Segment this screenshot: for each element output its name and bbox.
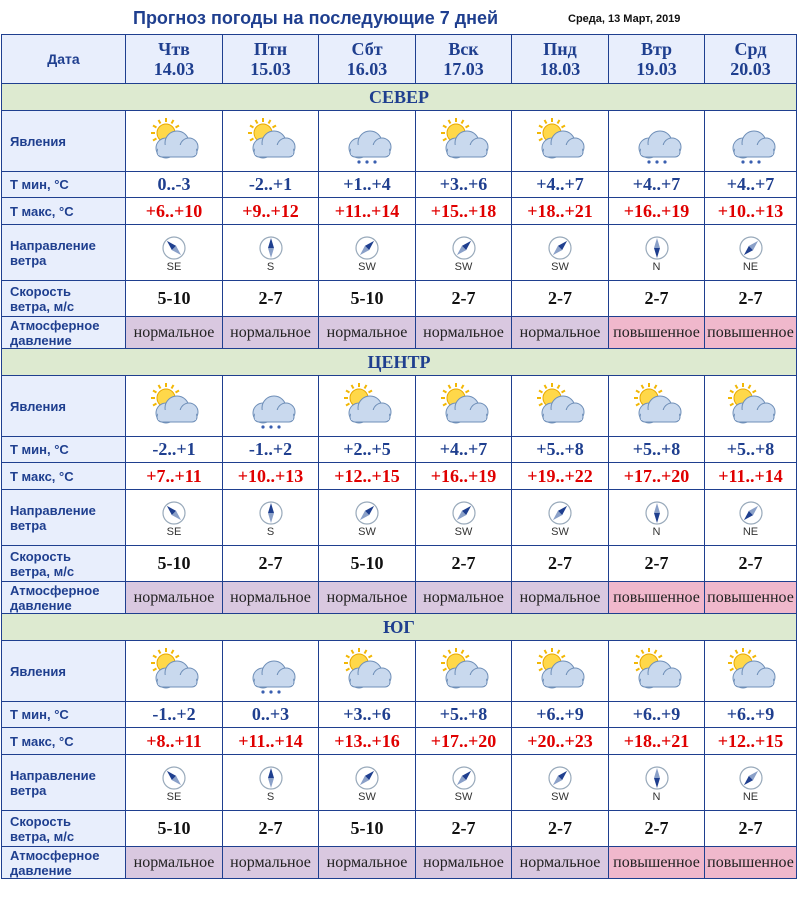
row-label (2, 317, 126, 349)
pressure-cell: нормальное (126, 317, 223, 349)
cloud-icon (639, 131, 681, 158)
wind-compass-icon (547, 765, 573, 791)
pressure-cell: нормальное (223, 317, 319, 349)
partly-cloudy-icon (721, 381, 781, 431)
phenomena-row (2, 376, 797, 437)
wind-direction-cell (319, 225, 416, 281)
tmin-cell: +5..+8 (512, 437, 609, 463)
pressure-cell: нормальное (512, 847, 609, 879)
wind-direction-label: SW (551, 260, 569, 273)
region-name: СЕВЕР (2, 84, 797, 111)
partly-cloudy-icon (530, 381, 590, 431)
pressure-row (2, 317, 797, 349)
wind-direction-cell (223, 225, 319, 281)
wind-direction-label: N (652, 790, 661, 803)
phenomena-cell (319, 641, 416, 702)
wind-direction-label: S (266, 260, 275, 273)
tmax-cell: +17..+20 (416, 728, 512, 755)
partly-cloudy-icon (434, 381, 494, 431)
wind-direction-cell (609, 490, 705, 546)
row-label: Явления (2, 376, 126, 437)
partly-cloudy-icon (530, 646, 590, 696)
partly-cloudy-icon (144, 116, 204, 166)
partly-cloudy-icon (434, 646, 494, 696)
cloud-icon (733, 131, 775, 158)
cloudy-snow-icon (337, 116, 397, 166)
snowflakes-icon (741, 160, 760, 163)
row-label-line: Скорость (10, 283, 71, 299)
wind-direction-cell (512, 755, 609, 811)
wind-compass-icon (451, 235, 477, 261)
tmin-cell: -2..+1 (126, 437, 223, 463)
phenomena-cell (609, 641, 705, 702)
pressure-cell: нормальное (126, 847, 223, 879)
wind-speed-row (2, 281, 797, 317)
phenomena-cell (319, 376, 416, 437)
wind-compass-icon (547, 500, 573, 526)
tmin-cell: -2..+1 (223, 172, 319, 198)
wind-compass-icon (354, 500, 380, 526)
row-label-line: Атмосферное (10, 847, 100, 863)
page-title: Прогноз погоды на последующие 7 дней (133, 8, 499, 28)
snowflakes-icon (647, 160, 666, 163)
wind-direction-label: S (266, 790, 275, 803)
tmin-row (2, 702, 797, 728)
partly-cloudy-icon (627, 381, 687, 431)
row-label-line: ветра, м/с (10, 298, 75, 314)
wind-speed-cell: 5-10 (319, 546, 416, 582)
tmin-cell: +5..+8 (609, 437, 705, 463)
tmin-cell: +6..+9 (512, 702, 609, 728)
tmin-cell: +2..+5 (319, 437, 416, 463)
tmin-cell: +4..+7 (609, 172, 705, 198)
wind-direction-cell (705, 755, 797, 811)
tmax-cell: +9..+12 (223, 198, 319, 225)
region-name: ЮГ (2, 614, 797, 641)
wind-direction-label: SW (454, 790, 473, 803)
pressure-cell: нормальное (319, 582, 416, 614)
row-label-line: ветра, м/с (10, 563, 75, 579)
tmax-cell: +8..+11 (126, 728, 223, 755)
cloudy-snow-icon (241, 646, 301, 696)
tmax-cell: +6..+10 (126, 198, 223, 225)
wind-speed-cell: 5-10 (126, 281, 223, 317)
region-header-row (2, 614, 797, 641)
wind-speed-cell: 2-7 (609, 281, 705, 317)
wind-direction-cell (416, 225, 512, 281)
wind-direction-label: SW (551, 525, 569, 538)
wind-direction-label: SW (358, 525, 376, 538)
tmin-cell: +1..+4 (319, 172, 416, 198)
wind-compass-icon (644, 500, 670, 526)
wind-compass-icon (161, 765, 187, 791)
forecast-table (1, 34, 797, 879)
wind-direction-cell (416, 755, 512, 811)
wind-direction-label: SE (166, 260, 182, 273)
region-header-row (2, 349, 797, 376)
day-header (319, 35, 416, 84)
row-label-line: ветра (10, 517, 47, 533)
wind-direction-cell (705, 225, 797, 281)
day-header-row (2, 35, 797, 84)
cloudy-snow-icon (721, 116, 781, 166)
date-column-label: Дата (2, 35, 126, 84)
wind-compass-icon (161, 235, 187, 261)
phenomena-cell (705, 641, 797, 702)
wind-speed-cell: 2-7 (416, 811, 512, 847)
day-header (512, 35, 609, 84)
wind-compass-icon (258, 500, 284, 526)
partly-cloudy-icon (721, 646, 781, 696)
tmin-cell: +6..+9 (705, 702, 797, 728)
wind-direction-label: NE (742, 260, 759, 273)
phenomena-cell (416, 376, 512, 437)
partly-cloudy-icon (337, 381, 397, 431)
wind-speed-cell: 2-7 (705, 811, 797, 847)
wind-compass-icon (354, 235, 380, 261)
tmax-cell: +11..+14 (705, 463, 797, 490)
pressure-cell: нормальное (223, 582, 319, 614)
phenomena-cell (319, 111, 416, 172)
tmax-cell: +18..+21 (609, 728, 705, 755)
wind-direction-label: S (266, 525, 275, 538)
wind-direction-label: SW (551, 790, 569, 803)
current-date: Среда, 13 Март, 2019 (568, 13, 681, 25)
row-label-line: ветра (10, 252, 47, 268)
phenomena-cell (512, 376, 609, 437)
cloudy-snow-icon (241, 381, 301, 431)
tmin-cell: +5..+8 (416, 702, 512, 728)
phenomena-cell (223, 376, 319, 437)
snowflakes-icon (261, 690, 280, 693)
row-label-line: давление (10, 332, 72, 348)
tmax-row (2, 198, 797, 225)
row-label (2, 490, 126, 546)
row-label: Явления (2, 111, 126, 172)
row-label-line: ветра, м/с (10, 828, 75, 844)
pressure-cell: повышенное (705, 582, 797, 614)
wind-speed-cell: 2-7 (705, 546, 797, 582)
phenomena-row (2, 641, 797, 702)
row-label: Т мин, °С (2, 437, 126, 463)
phenomena-cell (126, 376, 223, 437)
wind-speed-row (2, 546, 797, 582)
wind-direction-row (2, 225, 797, 281)
day-name: Втр (640, 39, 673, 59)
phenomena-cell (512, 641, 609, 702)
tmax-cell: +11..+14 (223, 728, 319, 755)
wind-direction-label: SW (358, 790, 376, 803)
wind-direction-label: NE (742, 790, 759, 803)
wind-speed-cell: 2-7 (223, 811, 319, 847)
tmax-cell: +7..+11 (126, 463, 223, 490)
row-label-line: Скорость (10, 548, 71, 564)
phenomena-cell (705, 376, 797, 437)
partly-cloudy-icon (627, 646, 687, 696)
row-label: Т макс, °С (2, 728, 126, 755)
tmin-cell: -1..+2 (223, 437, 319, 463)
day-date: 16.03 (346, 59, 388, 79)
tmin-cell: +4..+7 (416, 437, 512, 463)
wind-direction-cell (319, 490, 416, 546)
day-name: Срд (734, 39, 767, 59)
row-label: Т макс, °С (2, 198, 126, 225)
wind-direction-cell (319, 755, 416, 811)
row-label-line: Атмосферное (10, 317, 100, 333)
row-label (2, 847, 126, 879)
wind-direction-label: SE (166, 525, 182, 538)
wind-direction-label: SW (454, 260, 473, 273)
pressure-cell: повышенное (609, 317, 705, 349)
wind-compass-icon (738, 235, 764, 261)
wind-compass-icon (738, 500, 764, 526)
pressure-cell: нормальное (319, 847, 416, 879)
phenomena-cell (416, 641, 512, 702)
region-name: ЦЕНТР (2, 349, 797, 376)
wind-direction-row (2, 755, 797, 811)
wind-compass-icon (738, 765, 764, 791)
snowflakes-icon (357, 160, 376, 163)
wind-speed-cell: 2-7 (223, 546, 319, 582)
wind-direction-label: NE (742, 525, 759, 538)
wind-direction-cell (416, 490, 512, 546)
tmin-cell: +3..+6 (319, 702, 416, 728)
row-label-line: давление (10, 597, 72, 613)
row-label (2, 546, 126, 582)
wind-direction-cell (512, 225, 609, 281)
pressure-cell: нормальное (126, 582, 223, 614)
wind-speed-cell: 2-7 (609, 546, 705, 582)
wind-compass-icon (644, 765, 670, 791)
day-header (416, 35, 512, 84)
day-header (223, 35, 319, 84)
day-date: 19.03 (636, 59, 677, 79)
row-label-line: Направление (10, 502, 96, 518)
phenomena-cell (126, 111, 223, 172)
cloud-icon (253, 396, 295, 423)
tmax-cell: +16..+19 (416, 463, 512, 490)
partly-cloudy-icon (144, 381, 204, 431)
partly-cloudy-icon (144, 646, 204, 696)
day-date: 14.03 (153, 59, 195, 79)
tmin-cell: +4..+7 (512, 172, 609, 198)
day-name: Пнд (543, 39, 577, 59)
phenomena-cell (609, 376, 705, 437)
day-date: 20.03 (730, 59, 771, 79)
wind-direction-cell (223, 755, 319, 811)
tmax-cell: +20..+23 (512, 728, 609, 755)
day-name: Чтв (158, 39, 190, 59)
tmin-row (2, 437, 797, 463)
row-label: Т мин, °С (2, 172, 126, 198)
tmin-cell: +6..+9 (609, 702, 705, 728)
row-label (2, 225, 126, 281)
row-label-line: Скорость (10, 813, 71, 829)
row-label-line: ветра (10, 782, 47, 798)
day-date: 15.03 (250, 59, 291, 79)
day-date: 18.03 (539, 59, 581, 79)
wind-compass-icon (354, 765, 380, 791)
wind-direction-row (2, 490, 797, 546)
wind-direction-label: N (652, 260, 661, 273)
cloud-icon (253, 661, 295, 688)
wind-compass-icon (451, 500, 477, 526)
tmin-cell: +4..+7 (705, 172, 797, 198)
wind-speed-cell: 5-10 (126, 546, 223, 582)
wind-direction-cell (126, 225, 223, 281)
row-label-line: Направление (10, 237, 96, 253)
wind-direction-cell (126, 755, 223, 811)
cloud-icon (349, 131, 391, 158)
row-label-line: давление (10, 862, 72, 878)
pressure-row (2, 847, 797, 879)
phenomena-cell (705, 111, 797, 172)
tmax-cell: +13..+16 (319, 728, 416, 755)
row-label-line: Атмосферное (10, 582, 100, 598)
wind-compass-icon (547, 235, 573, 261)
wind-compass-icon (161, 500, 187, 526)
tmax-cell: +18..+21 (512, 198, 609, 225)
tmax-cell: +12..+15 (319, 463, 416, 490)
row-label (2, 582, 126, 614)
wind-speed-cell: 2-7 (705, 281, 797, 317)
partly-cloudy-icon (530, 116, 590, 166)
wind-compass-icon (451, 765, 477, 791)
wind-compass-icon (258, 765, 284, 791)
tmin-cell: +3..+6 (416, 172, 512, 198)
tmax-cell: +17..+20 (609, 463, 705, 490)
phenomena-cell (223, 641, 319, 702)
pressure-cell: нормальное (512, 582, 609, 614)
wind-direction-label: SW (454, 525, 473, 538)
wind-speed-cell: 2-7 (609, 811, 705, 847)
phenomena-cell (223, 111, 319, 172)
wind-compass-icon (644, 235, 670, 261)
phenomena-cell (512, 111, 609, 172)
pressure-cell: нормальное (416, 582, 512, 614)
pressure-cell: нормальное (416, 317, 512, 349)
day-name: Вск (448, 39, 479, 59)
partly-cloudy-icon (434, 116, 494, 166)
wind-direction-label: SE (166, 790, 182, 803)
wind-speed-row (2, 811, 797, 847)
partly-cloudy-icon (241, 116, 301, 166)
tmax-row (2, 463, 797, 490)
pressure-cell: повышенное (705, 317, 797, 349)
tmax-cell: +10..+13 (705, 198, 797, 225)
day-name: Птн (253, 39, 288, 59)
wind-direction-label: SW (358, 260, 376, 273)
partly-cloudy-icon (337, 646, 397, 696)
day-name: Сбт (351, 39, 383, 59)
tmax-cell: +11..+14 (319, 198, 416, 225)
tmax-row (2, 728, 797, 755)
phenomena-cell (126, 641, 223, 702)
phenomena-cell (416, 111, 512, 172)
pressure-cell: повышенное (609, 582, 705, 614)
wind-direction-cell (609, 755, 705, 811)
wind-speed-cell: 2-7 (223, 281, 319, 317)
pressure-cell: повышенное (705, 847, 797, 879)
wind-speed-cell: 2-7 (416, 281, 512, 317)
snowflakes-icon (261, 425, 280, 428)
pressure-cell: нормальное (319, 317, 416, 349)
wind-speed-cell: 2-7 (512, 811, 609, 847)
wind-direction-label: N (652, 525, 661, 538)
wind-direction-cell (223, 490, 319, 546)
tmin-cell: 0..+3 (223, 702, 319, 728)
day-date: 17.03 (443, 59, 484, 79)
tmax-cell: +15..+18 (416, 198, 512, 225)
tmax-cell: +10..+13 (223, 463, 319, 490)
day-header (609, 35, 705, 84)
tmax-cell: +19..+22 (512, 463, 609, 490)
day-header (126, 35, 223, 84)
tmin-cell: 0..-3 (126, 172, 223, 198)
day-header (705, 35, 797, 84)
wind-speed-cell: 5-10 (126, 811, 223, 847)
pressure-cell: повышенное (609, 847, 705, 879)
tmin-cell: +5..+8 (705, 437, 797, 463)
row-label (2, 755, 126, 811)
wind-compass-icon (258, 235, 284, 261)
row-label (2, 281, 126, 317)
tmax-cell: +12..+15 (705, 728, 797, 755)
tmax-cell: +16..+19 (609, 198, 705, 225)
wind-direction-cell (512, 490, 609, 546)
row-label: Явления (2, 641, 126, 702)
row-label: Т макс, °С (2, 463, 126, 490)
phenomena-row (2, 111, 797, 172)
pressure-row (2, 582, 797, 614)
page-header (0, 0, 800, 34)
row-label (2, 811, 126, 847)
wind-direction-cell (126, 490, 223, 546)
wind-speed-cell: 5-10 (319, 281, 416, 317)
tmin-row (2, 172, 797, 198)
pressure-cell: нормальное (512, 317, 609, 349)
wind-speed-cell: 2-7 (512, 546, 609, 582)
row-label-line: Направление (10, 767, 96, 783)
tmin-cell: -1..+2 (126, 702, 223, 728)
phenomena-cell (609, 111, 705, 172)
wind-speed-cell: 5-10 (319, 811, 416, 847)
pressure-cell: нормальное (223, 847, 319, 879)
wind-direction-cell (609, 225, 705, 281)
wind-speed-cell: 2-7 (416, 546, 512, 582)
wind-speed-cell: 2-7 (512, 281, 609, 317)
region-header-row (2, 84, 797, 111)
cloudy-snow-icon (627, 116, 687, 166)
pressure-cell: нормальное (416, 847, 512, 879)
row-label: Т мин, °С (2, 702, 126, 728)
wind-direction-cell (705, 490, 797, 546)
